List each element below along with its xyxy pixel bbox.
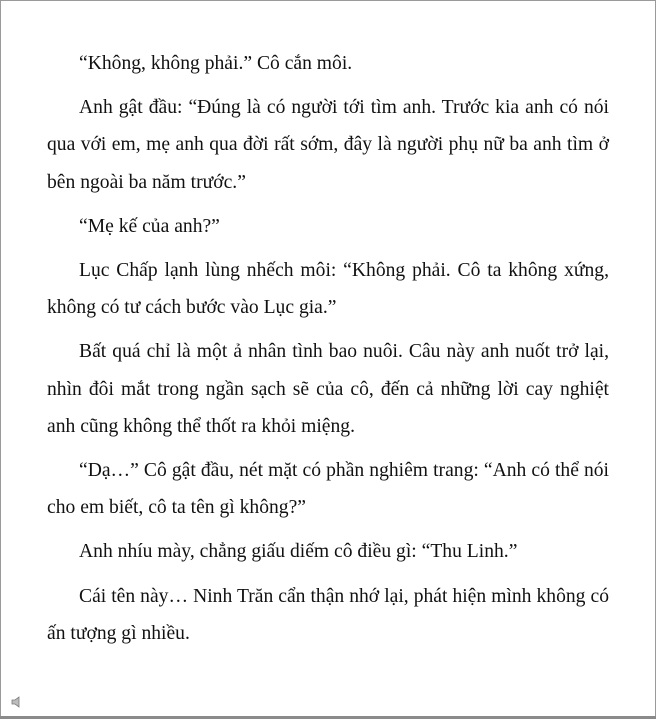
- paragraph-5: Bất quá chỉ là một ả nhân tình bao nuôi. Câu này anh nuốt trở lại, nhìn đôi mắt trong ngần sạch sẽ của cô, đến cả những lời cay nghiệt anh cũng không thể thốt ra khỏi miệng.: [47, 341, 609, 437]
- paragraph-1: “Không, không phải.” Cô cắn môi.: [79, 53, 353, 74]
- page-body: [47, 45, 609, 659]
- paragraph-6: “Dạ…” Cô gật đầu, nét mặt có phần nghiêm trang: “Anh có thể nói cho em biết, cô ta tên gì không?”: [47, 460, 609, 519]
- paragraph-8: Cái tên này… Ninh Trăn cẩn thận nhớ lại, phát hiện mình không có ấn tượng gì nhiều.: [47, 585, 609, 644]
- paragraph-2: Anh gật đầu: “Đúng là có người tới tìm anh. Trước kia anh có nói qua với em, mẹ anh qua đời rất sớm, đây là người phụ nữ ba anh tìm ở bên ngoài ba năm trước.”: [47, 97, 609, 193]
- paragraph-7: Anh nhíu mày, chẳng giấu diếm cô điều gì: “Thu Linh.”: [79, 541, 518, 563]
- paragraph-4: Lục Chấp lạnh lùng nhếch môi: “Không phải. Cô ta không xứng, không có tư cách bước vào Lục gia.”: [47, 260, 609, 319]
- paragraph-3: “Mẹ kế của anh?”: [79, 215, 220, 237]
- speaker-icon[interactable]: [11, 696, 25, 708]
